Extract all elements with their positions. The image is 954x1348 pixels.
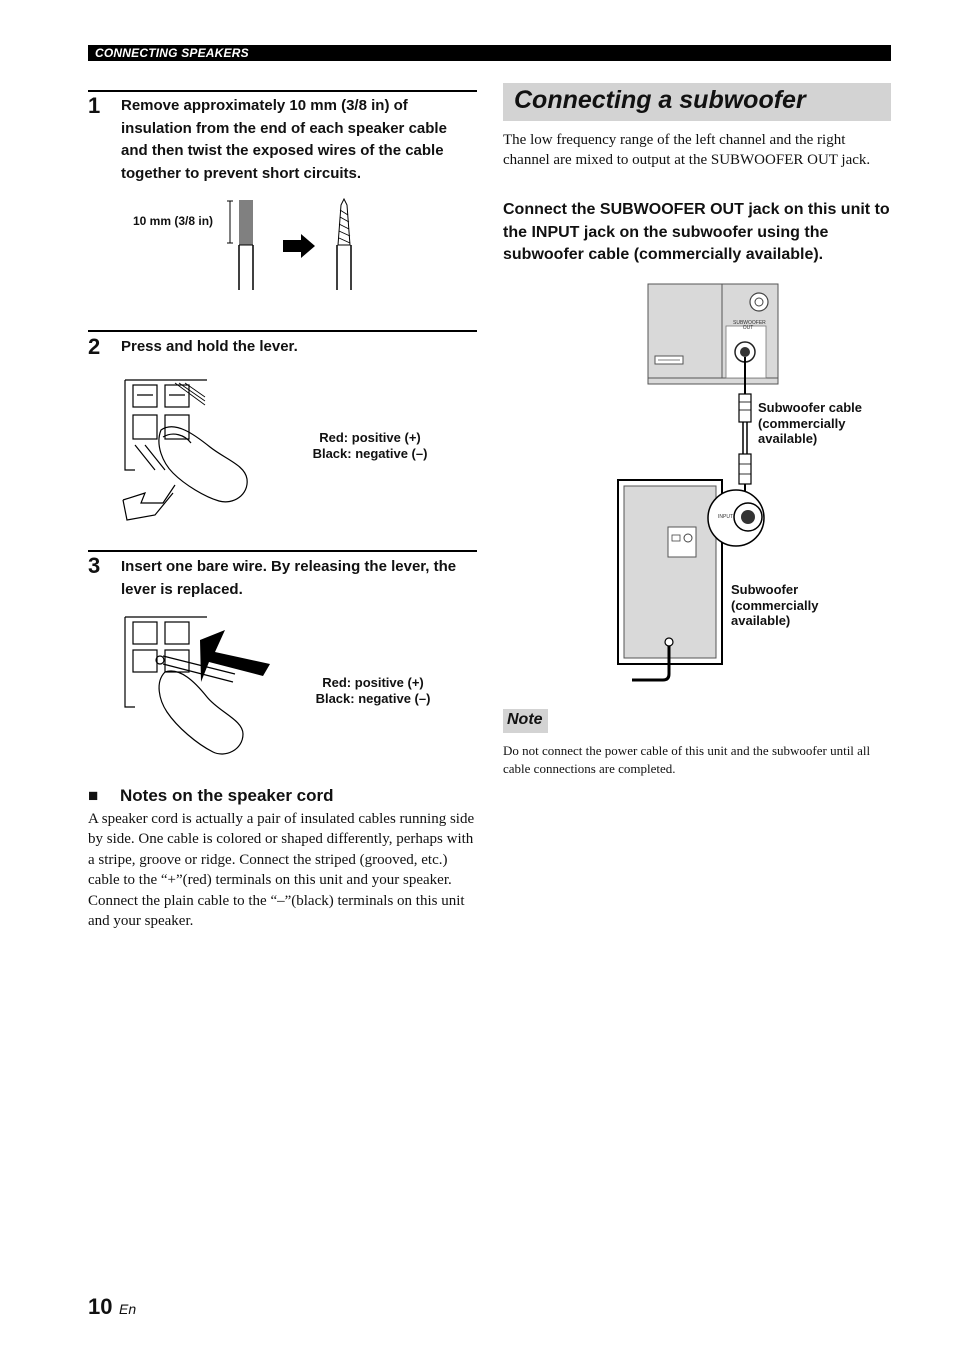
step-2-rule xyxy=(88,330,477,332)
step-1-rule xyxy=(88,90,477,92)
polarity-red-label: Red: positive (+) xyxy=(319,430,421,445)
section-header-title: CONNECTING SPEAKERS xyxy=(95,46,249,60)
polarity-caption-1 xyxy=(290,430,450,462)
page-number: 10 xyxy=(88,1294,113,1319)
step-1-number: 1 xyxy=(88,93,101,118)
step-2-number: 2 xyxy=(88,334,101,359)
press-lever-illustration xyxy=(115,375,255,525)
subwoofer-out-jack-label: SUBWOOFER OUT xyxy=(733,320,766,331)
notes-body: A speaker cord is actually a pair of insulated cables running side by side. One cable is colored or shaped differently, perhaps with a stripe, groove or ridge. Connect the striped (grooved, etc.) cable to the “+”(red) terminals on this unit and your speaker. Connect the plain cable to the “–”(black) terminals on this unit and your speaker. xyxy=(88,811,475,930)
polarity-caption-2 xyxy=(293,675,453,707)
input-jack-label: INPUT xyxy=(718,514,733,520)
wire-strip-illustration xyxy=(225,195,365,295)
subwoofer-label: Subwoofer (commercially available) xyxy=(731,582,819,628)
notes-bullet: ■ xyxy=(88,786,99,805)
step-3-number: 3 xyxy=(88,553,101,578)
polarity-black-label: Black: negative (–) xyxy=(315,691,431,706)
notes-heading: Notes on the speaker cord xyxy=(120,786,334,805)
page-language: En xyxy=(119,1301,137,1317)
step-3-text: Insert one bare wire. By releasing the lever, the lever is replaced. xyxy=(121,558,457,598)
polarity-black-label: Black: negative (–) xyxy=(312,446,428,461)
polarity-red-label: Red: positive (+) xyxy=(322,675,424,690)
section-title: Connecting a subwoofer xyxy=(514,86,806,114)
note-text: Do not connect the power cable of this unit and the subwoofer until all cable connections are completed. xyxy=(503,743,871,776)
note-label: Note xyxy=(507,711,543,728)
insert-wire-illustration xyxy=(115,612,275,767)
step-3-rule xyxy=(88,550,477,552)
subwoofer-cable-label: Subwoofer cable (commercially available) xyxy=(758,400,863,446)
strip-length-label: 10 mm (3/8 in) xyxy=(133,214,214,228)
step-1-text: Remove approximately 10 mm (3/8 in) of insulation from the end of each speaker cable and then twist the exposed wires of the cable together to prevent short circuits. xyxy=(121,97,447,182)
subwoofer-instruction: Connect the SUBWOOFER OUT jack on this unit to the INPUT jack on the subwoofer using the subwoofer cable (commercially available). xyxy=(503,201,890,263)
subwoofer-intro: The low frequency range of the left channel and the right channel are mixed to output at the SUBWOOFER OUT jack. xyxy=(503,132,871,169)
step-2-text: Press and hold the lever. xyxy=(121,338,298,355)
